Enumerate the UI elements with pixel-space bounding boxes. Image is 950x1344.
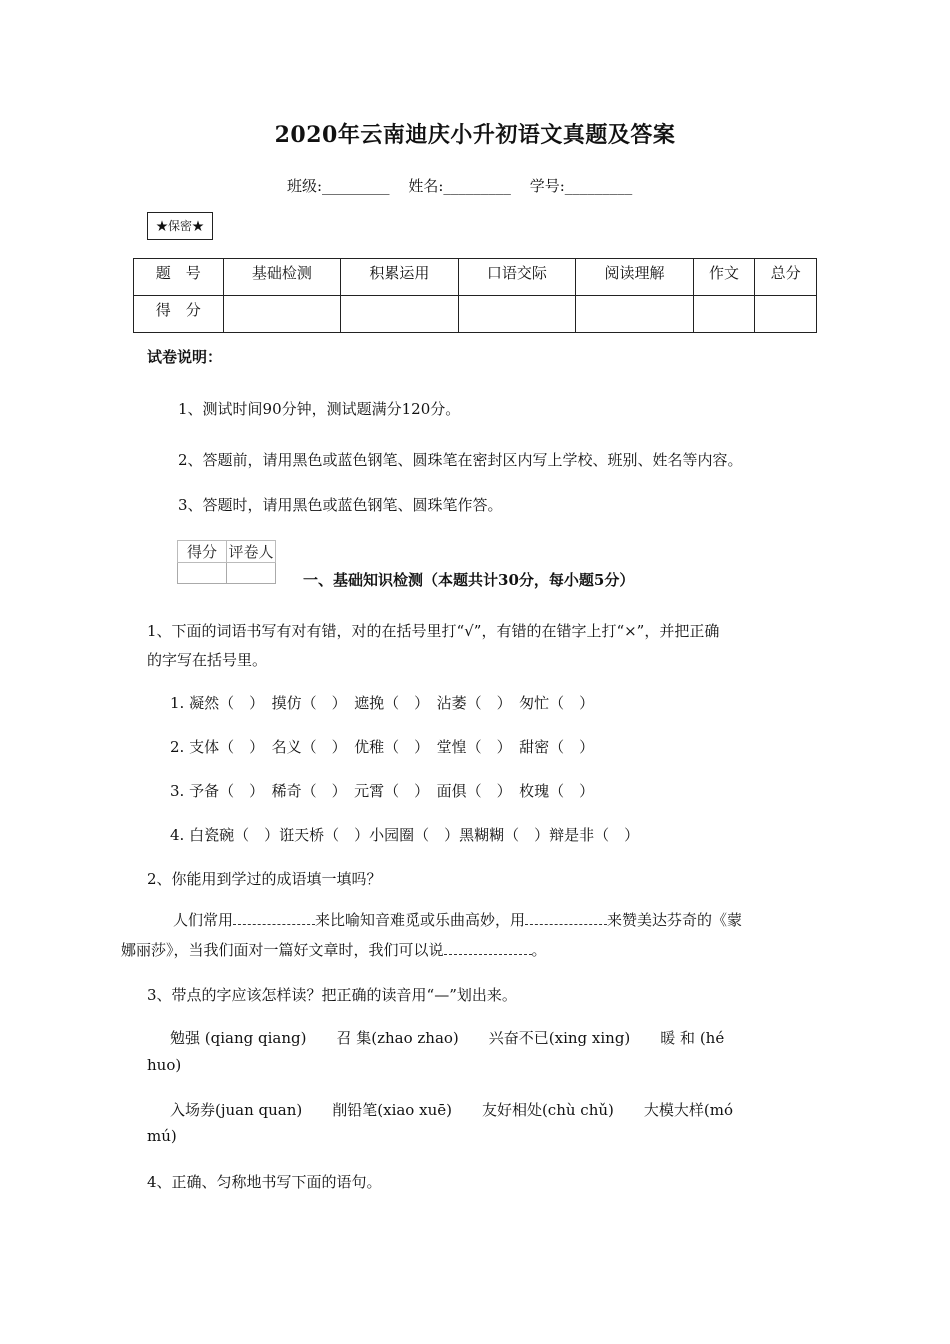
- question-1-row: 2. 支体（ ） 名义（ ） 优稚（ ） 堂惶（ ） 甜密（ ）: [170, 738, 595, 756]
- question-3-line: mú): [147, 1127, 177, 1145]
- q2-text-part: 娜丽莎》，当我们面对一篇好文章时，我们可以说: [121, 941, 444, 959]
- question-1-row: 1. 凝然（ ） 摸仿（ ） 遮挽（ ） 沾萎（ ） 匆忙（ ）: [170, 694, 595, 712]
- q2-text-part: 。: [531, 941, 547, 959]
- q2-text-part: 来比喻知音难觅或乐曲高妙，用: [315, 911, 526, 929]
- score-table-header-row: [134, 259, 817, 296]
- score-table: [133, 258, 817, 333]
- question-2-paragraph: [121, 905, 817, 965]
- instruction-item: 1、测试时间90分钟，测试题满分120分。: [178, 400, 461, 418]
- score-cell[interactable]: [693, 296, 755, 333]
- q2-text-part: 来赞美达芬奇的《蒙: [607, 911, 743, 929]
- grader-score-cell[interactable]: [178, 563, 227, 584]
- score-header-cell: 题 号: [134, 259, 224, 296]
- question-1-text: 1、下面的词语书写有对有错，对的在括号里打“√”，有错的在错字上打“×”，并把正确: [147, 622, 720, 640]
- instructions-title: 试卷说明：: [147, 348, 223, 366]
- question-3-line: 入场券(juan quan) 削铅笔(xiao xuē) 友好相处(chù chǔ) 大模大样(mó: [170, 1101, 733, 1119]
- question-3-line: 勉强 (qiang qiang) 召 集(zhao zhao) 兴奋不已(xing xing) 暖 和 (hé: [170, 1029, 725, 1047]
- confidential-badge: ★保密★: [147, 212, 213, 240]
- score-table-score-row: [134, 296, 817, 333]
- score-cell[interactable]: [341, 296, 459, 333]
- score-header-cell: 阅读理解: [576, 259, 694, 296]
- grader-score-label: 得分: [178, 541, 227, 563]
- question-2-text: 2、你能用到学过的成语填一填吗？: [147, 870, 382, 888]
- answer-blank[interactable]: [233, 910, 315, 925]
- q2-text-part: 人们常用: [173, 911, 234, 929]
- score-header-cell: 总分: [755, 259, 817, 296]
- student-id-field: 学号:_________: [529, 177, 633, 195]
- class-field: 班级:_________: [287, 177, 390, 195]
- score-header-cell: 基础检测: [223, 259, 341, 296]
- score-cell[interactable]: [576, 296, 694, 333]
- score-header-cell: 口语交际: [458, 259, 576, 296]
- name-field: 姓名:_________: [408, 177, 511, 195]
- question-3-line: huo): [147, 1056, 182, 1074]
- score-cell[interactable]: [223, 296, 341, 333]
- score-cell[interactable]: [458, 296, 576, 333]
- answer-blank[interactable]: [525, 910, 607, 925]
- question-3-text: 3、带点的字应该怎样读？把正确的读音用“—”划出来。: [147, 986, 517, 1004]
- answer-blank[interactable]: [444, 940, 532, 955]
- question-1-row: 4. 白瓷碗（ ）诳天桥（ ）小园圈（ ）黑糊糊（ ）辩是非（ ）: [170, 826, 640, 844]
- grader-name-cell[interactable]: [227, 563, 276, 584]
- page-title: 2020年云南迪庆小升初语文真题及答案: [274, 122, 676, 148]
- score-cell[interactable]: [755, 296, 817, 333]
- score-header-cell: 作文: [693, 259, 755, 296]
- question-4-text: 4、正确、匀称地书写下面的语句。: [147, 1173, 382, 1191]
- instruction-item: 3、答题时，请用黑色或蓝色钢笔、圆珠笔作答。: [178, 496, 503, 514]
- grader-name-label: 评卷人: [227, 541, 276, 563]
- student-info-line: [287, 175, 646, 196]
- score-row-label: 得 分: [134, 296, 224, 333]
- question-1-row: 3. 予备（ ） 稀奇（ ） 元霄（ ） 面俱（ ） 枚瑰（ ）: [170, 782, 595, 800]
- instruction-item: 2、答题前，请用黑色或蓝色钢笔、圆珠笔在密封区内写上学校、班别、姓名等内容。: [178, 451, 743, 469]
- grader-box: [177, 540, 276, 584]
- section-heading: 一、基础知识检测（本题共计30分，每小题5分）: [303, 571, 635, 589]
- score-header-cell: 积累运用: [341, 259, 459, 296]
- question-1-text-cont: 的字写在括号里。: [147, 651, 268, 669]
